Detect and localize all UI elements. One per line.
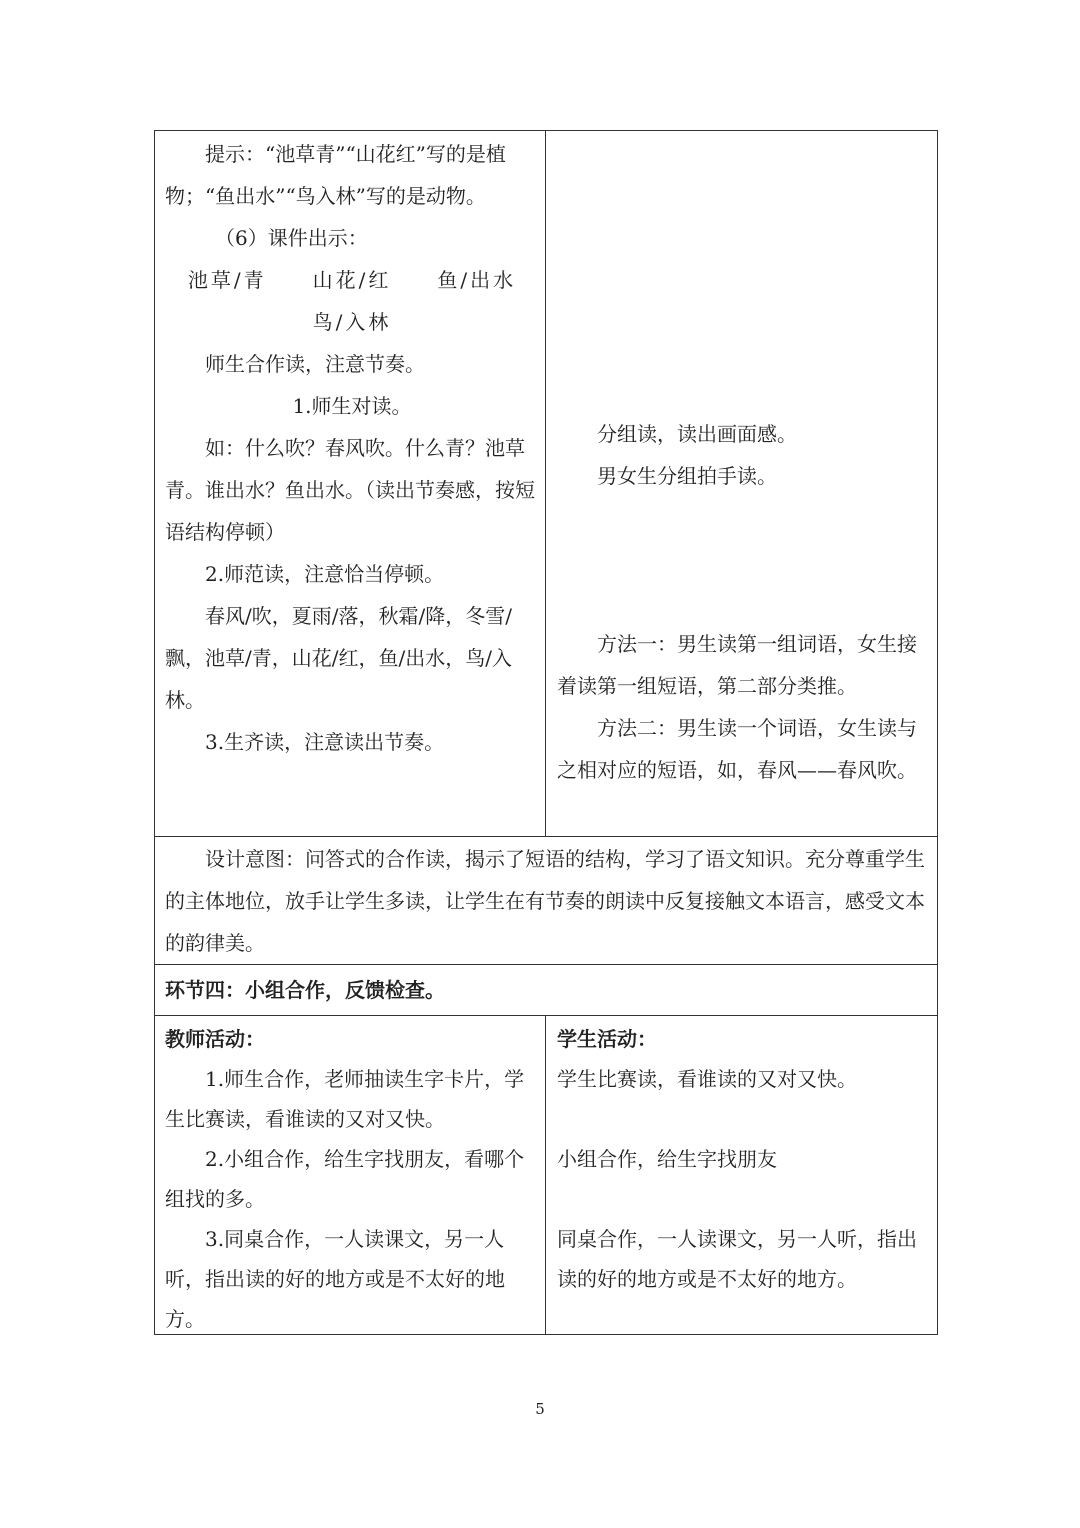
example-text: 如：什么吹？春风吹。什么青？池草青。谁出水？鱼出水。（读出节奏感，按短语结构停顿） — [165, 436, 535, 544]
hint-text: 提示：“池草青”“山花红”写的是植物；“鱼出水”“鸟入林”写的是动物。 — [165, 142, 506, 208]
pause-text: 春风/吹，夏雨/落，秋霜/降，冬雪/飘，池草/青，山花/红，鱼/出水，鸟/入林。 — [165, 604, 512, 712]
section4-teacher-column — [165, 1019, 539, 1339]
phrase-line: 池草/青 山花/红 鱼/出水 — [187, 268, 517, 292]
section4-heading — [165, 969, 929, 1011]
table-divider — [155, 964, 937, 965]
item-1: 1.师生对读。 — [292, 394, 412, 418]
teacher-item: 2.小组合作，给生字找朋友，看哪个组找的多。 — [165, 1147, 525, 1211]
item-3: 3.生齐读，注意读出节奏。 — [205, 730, 445, 754]
item-2: 2.师范读，注意恰当停顿。 — [205, 562, 445, 586]
student-item: 学生比赛读，看谁读的又对又快。 — [557, 1067, 857, 1091]
lesson-table — [154, 130, 938, 1335]
section4-student-column — [557, 1019, 931, 1299]
clap-read-text: 男女生分组拍手读。 — [597, 464, 777, 488]
teacher-item: 1.师生合作，老师抽读生字卡片，学生比赛读，看谁读的又对又快。 — [165, 1067, 525, 1131]
page-number: 5 — [535, 1400, 545, 1418]
student-item: 同桌合作，一人读课文，另一人听，指出读的好的地方或是不太好的地方。 — [557, 1227, 917, 1291]
student-column-top-a — [557, 413, 931, 497]
table-divider — [155, 1015, 937, 1016]
teacher-activity-title: 教师活动： — [165, 1027, 265, 1051]
design-intent-text: 设计意图：问答式的合作读，揭示了短语的结构，学习了语文知识。充分尊重学生的主体地位，放手让学生多读，让学生在有节奏的朗读中反复接触文本语言，感受文本的韵律美。 — [165, 847, 925, 955]
design-intent — [165, 838, 929, 964]
column-divider — [545, 131, 546, 836]
section4-heading-text: 环节四：小组合作，反馈检查。 — [165, 978, 445, 1002]
column-divider — [545, 1015, 546, 1335]
phrase-line: 鸟/入林 — [312, 310, 392, 334]
student-item: 小组合作，给生字找朋友 — [557, 1147, 777, 1171]
method-1-text: 方法一：男生读第一组词语，女生接着读第一组短语，第二部分类推。 — [557, 632, 917, 698]
method-2-text: 方法二：男生读一个词语，女生读与之相对应的短语，如，春风——春风吹。 — [557, 716, 917, 782]
table-divider — [155, 836, 937, 837]
coop-read-text: 师生合作读，注意节奏。 — [205, 352, 425, 376]
teacher-item: 3.同桌合作，一人读课文，另一人听，指出读的好的地方或是不太好的地方。 — [165, 1227, 505, 1331]
student-column-top-b — [557, 623, 931, 791]
teacher-column-top — [165, 133, 539, 763]
step6-label: （6）课件出示： — [215, 226, 368, 250]
student-activity-title: 学生活动： — [557, 1027, 657, 1051]
group-read-text: 分组读，读出画面感。 — [597, 422, 797, 446]
